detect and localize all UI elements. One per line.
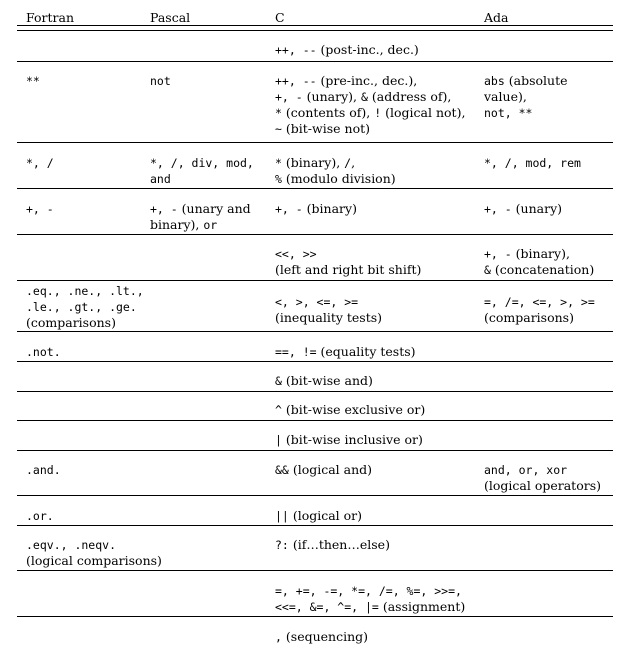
row-12-c: || (logical or) xyxy=(275,508,363,523)
header-pascal: Pascal xyxy=(150,10,191,25)
row-rule xyxy=(17,331,613,332)
line: ~ (bit-wise not) xyxy=(275,121,370,136)
row-11-ada: and, or, xor (logical operators) xyxy=(484,463,601,493)
row-8-c: & (bit-wise and) xyxy=(275,373,373,388)
line: not, ** xyxy=(484,106,533,120)
row-14-c: =, +=, -=, *=, /=, %=, >>=, <<=, &=, ^=, |= (assignment) xyxy=(275,584,466,614)
row-11-c: && (logical and) xyxy=(275,462,373,477)
row-rule xyxy=(17,525,613,526)
row-2-pascal: not xyxy=(150,74,171,88)
line: value), xyxy=(484,89,527,104)
row-rule xyxy=(17,450,613,451)
row-5-c: <<, >> (left and right bit shift) xyxy=(275,247,422,277)
row-4-ada: +, - (unary) xyxy=(484,201,563,216)
row-10-c: | (bit-wise inclusive or) xyxy=(275,432,423,447)
row-1-c xyxy=(275,42,419,58)
row-7-c: ==, != (equality tests) xyxy=(275,344,416,359)
row-2-fortran: ** xyxy=(26,74,40,88)
line: +, - (unary), & (address of), xyxy=(275,89,452,104)
row-2-c xyxy=(275,73,465,137)
rule-top-1 xyxy=(17,25,613,26)
row-rule xyxy=(17,391,613,392)
row-rule xyxy=(17,142,613,143)
desc: (post-inc., dec.) xyxy=(316,42,419,57)
header-fortran: Fortran xyxy=(26,10,74,25)
row-rule xyxy=(17,420,613,421)
line: ++, -- (pre-inc., dec.), xyxy=(275,73,418,88)
row-11-fortran: .and. xyxy=(26,463,61,477)
row-3-fortran: *, / xyxy=(26,156,54,170)
line: abs (absolute xyxy=(484,73,568,88)
row-3-pascal: *, /, div, mod, and xyxy=(150,156,254,186)
header-c: C xyxy=(275,10,285,25)
row-6-fortran: .eq., .ne., .lt., .le., .gt., .ge. (comparisons) xyxy=(26,284,144,330)
rule-top-2 xyxy=(17,30,613,31)
row-rule xyxy=(17,570,613,571)
row-6-ada: =, /=, <=, >, >= (comparisons) xyxy=(484,295,595,325)
row-9-c: ^ (bit-wise exclusive or) xyxy=(275,402,426,417)
row-rule xyxy=(17,361,613,362)
row-rule xyxy=(17,495,613,496)
row-13-fortran: .eqv., .neqv. (logical comparisons) xyxy=(26,538,162,568)
row-13-c: ?: (if…then…else) xyxy=(275,537,390,552)
row-15-c: , (sequencing) xyxy=(275,629,369,644)
row-rule xyxy=(17,61,613,62)
row-4-c: +, - (binary) xyxy=(275,201,357,216)
row-3-c: * (binary), /, % (modulo division) xyxy=(275,155,396,186)
row-rule xyxy=(17,280,613,281)
row-7-fortran: .not. xyxy=(26,345,61,359)
row-4-pascal: +, - (unary and binary), or xyxy=(150,201,251,232)
row-2-ada xyxy=(484,73,568,121)
op: ++, -- xyxy=(275,43,317,57)
row-rule xyxy=(17,616,613,617)
row-rule xyxy=(17,188,613,189)
row-12-fortran: .or. xyxy=(26,509,54,523)
row-6-c: <, >, <=, >= (inequality tests) xyxy=(275,295,383,325)
line: * (contents of), ! (logical not), xyxy=(275,105,466,120)
row-4-fortran: +, - xyxy=(26,202,54,216)
header-ada: Ada xyxy=(484,10,509,25)
row-3-ada: *, /, mod, rem xyxy=(484,156,581,170)
row-5-ada: +, - (binary), & (concatenation) xyxy=(484,246,595,277)
row-rule xyxy=(17,234,613,235)
